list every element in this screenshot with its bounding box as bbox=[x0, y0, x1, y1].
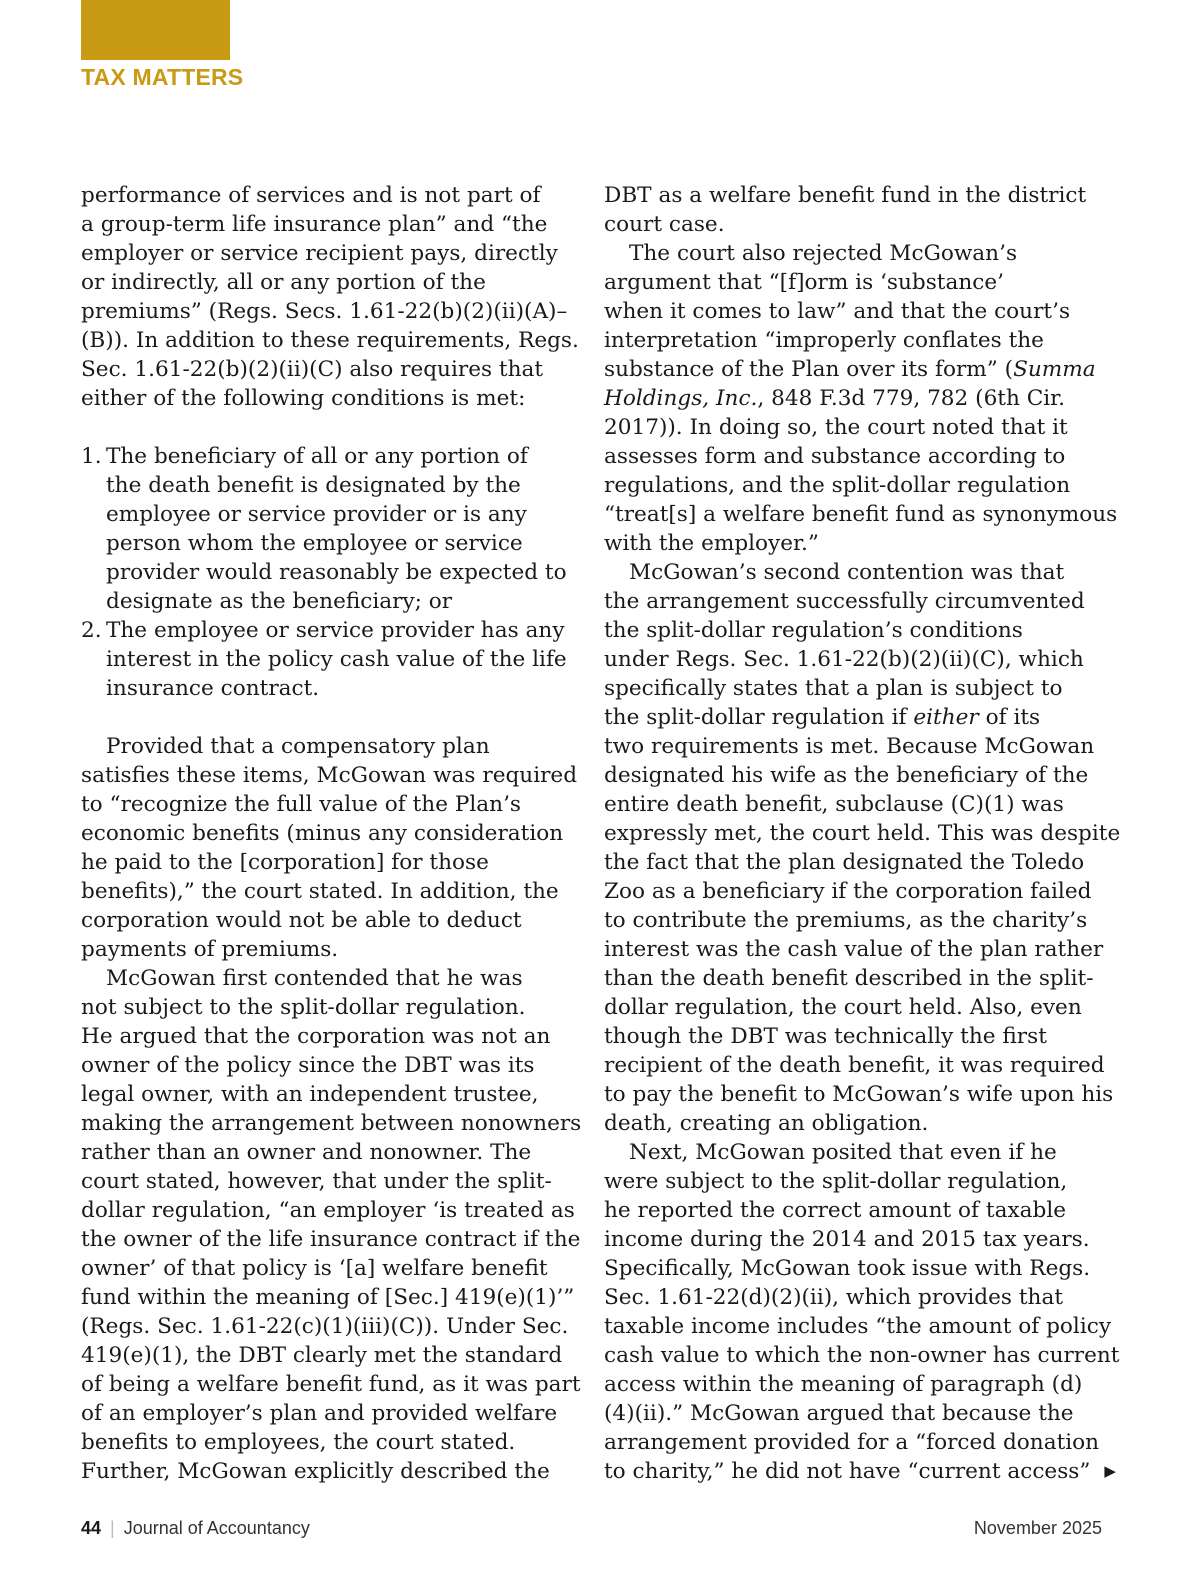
footer-separator: | bbox=[110, 1518, 115, 1538]
text-line: though the DBT was technically the first bbox=[604, 1024, 1047, 1049]
text-line: cash value to which the non-owner has current bbox=[604, 1343, 1120, 1368]
text-line: designate as the beneficiary; or bbox=[106, 589, 453, 614]
text-line: a group-term life insurance plan” and “the bbox=[81, 212, 548, 237]
list-number: 1. bbox=[81, 444, 102, 469]
text-line: recipient of the death benefit, it was required bbox=[604, 1053, 1105, 1078]
text-line: The employee or service provider has any bbox=[106, 618, 565, 643]
text-line: corporation would not be able to deduct bbox=[81, 908, 522, 933]
list-item bbox=[81, 616, 581, 703]
text-line: Zoo as a beneficiary if the corporation failed bbox=[604, 879, 1092, 904]
text-line: interest in the policy cash value of the life bbox=[106, 647, 567, 672]
text-line bbox=[604, 703, 1119, 732]
text-line: rather than an owner and nonowner. The bbox=[81, 1140, 532, 1165]
text-line: or indirectly, all or any portion of the bbox=[81, 270, 486, 295]
text-line: He argued that the corporation was not an bbox=[81, 1024, 551, 1049]
text-line: to “recognize the full value of the Plan’s bbox=[81, 792, 522, 817]
text-line: employer or service recipient pays, directly bbox=[81, 241, 558, 266]
text-line: were subject to the split-dollar regulation, bbox=[604, 1169, 1068, 1194]
publication-name: Journal of Accountancy bbox=[123, 1518, 310, 1538]
text-line: designated his wife as the beneficiary of the bbox=[604, 763, 1089, 788]
case-name-italic: Summa bbox=[1013, 357, 1096, 382]
text-line: with the employer.” bbox=[604, 531, 819, 556]
text-line: owner of the policy since the DBT was its bbox=[81, 1053, 535, 1078]
text-line: regulations, and the split-dollar regulation bbox=[604, 473, 1071, 498]
text-line: McGowan’s second contention was that bbox=[629, 560, 1065, 585]
text-line: fund within the meaning of [Sec.] 419(e)(1)’” bbox=[81, 1285, 575, 1310]
text-line: court case. bbox=[604, 212, 725, 237]
paragraph bbox=[604, 239, 1119, 558]
text-line: not subject to the split-dollar regulation. bbox=[81, 995, 526, 1020]
text-fragment: substance of the Plan over its form” ( bbox=[604, 357, 1014, 382]
list-item bbox=[81, 442, 581, 616]
issue-date: November 2025 bbox=[973, 1518, 1102, 1538]
text-line: (B)). In addition to these requirements, Regs. bbox=[81, 328, 579, 353]
text-line: 2017)). In doing so, the court noted that it bbox=[604, 415, 1068, 440]
text-line: when it comes to law” and that the court’s bbox=[604, 299, 1071, 324]
text-line: “treat[s] a welfare benefit fund as synonymous bbox=[604, 502, 1118, 527]
text-line: to contribute the premiums, as the charity’s bbox=[604, 908, 1088, 933]
paragraph bbox=[604, 181, 1119, 239]
text-line: The court also rejected McGowan’s bbox=[629, 241, 1018, 266]
paragraph bbox=[81, 732, 581, 964]
text-line: employee or service provider or is any bbox=[106, 502, 527, 527]
text-line: arrangement provided for a “forced donation bbox=[604, 1430, 1100, 1455]
text-line: expressly met, the court held. This was despite bbox=[604, 821, 1121, 846]
page-number: 44 bbox=[81, 1518, 102, 1538]
left-column bbox=[81, 181, 581, 1486]
text-line: the death benefit is designated by the bbox=[106, 473, 521, 498]
text-line: than the death benefit described in the split- bbox=[604, 966, 1094, 991]
text-fragment: the split-dollar regulation if bbox=[604, 705, 914, 730]
text-line: benefits to employees, the court stated. bbox=[81, 1430, 516, 1455]
text-line: to pay the benefit to McGowan’s wife upon his bbox=[604, 1082, 1114, 1107]
text-line: (Regs. Sec. 1.61-22(c)(1)(iii)(C)). Under Sec. bbox=[81, 1314, 569, 1339]
text-line: Next, McGowan posited that even if he bbox=[629, 1140, 1057, 1165]
text-line: 419(e)(1), the DBT clearly met the standard bbox=[81, 1343, 563, 1368]
paragraph bbox=[604, 1138, 1119, 1486]
text-line: insurance contract. bbox=[106, 676, 320, 701]
text-line: provider would reasonably be expected to bbox=[106, 560, 567, 585]
text-line bbox=[604, 384, 1119, 413]
emphasis-italic: either bbox=[913, 705, 979, 730]
text-line: the split-dollar regulation’s conditions bbox=[604, 618, 1023, 643]
text-line: McGowan first contended that he was bbox=[106, 966, 523, 991]
text-line: payments of premiums. bbox=[81, 937, 339, 962]
text-line: dollar regulation, “an employer ‘is treated as bbox=[81, 1198, 575, 1223]
text-line: he reported the correct amount of taxable bbox=[604, 1198, 1066, 1223]
section-color-bar bbox=[81, 0, 230, 60]
text-line: owner’ of that policy is ‘[a] welfare benefit bbox=[81, 1256, 548, 1281]
text-line: making the arrangement between nonowners bbox=[81, 1111, 582, 1136]
text-line: the arrangement successfully circumvented bbox=[604, 589, 1085, 614]
text-line: Further, McGowan explicitly described the bbox=[81, 1459, 550, 1484]
text-line: person whom the employee or service bbox=[106, 531, 523, 556]
text-line: of an employer’s plan and provided welfare bbox=[81, 1401, 558, 1426]
case-name-italic: Holdings, Inc. bbox=[604, 386, 758, 411]
text-line: Specifically, McGowan took issue with Regs. bbox=[604, 1256, 1091, 1281]
text-line: Sec. 1.61-22(b)(2)(ii)(C) also requires that bbox=[81, 357, 544, 382]
paragraph bbox=[81, 181, 581, 413]
list-number: 2. bbox=[81, 618, 102, 643]
text-line: performance of services and is not part of bbox=[81, 183, 541, 208]
text-line: death, creating an obligation. bbox=[604, 1111, 929, 1136]
text-line: the fact that the plan designated the Toledo bbox=[604, 850, 1085, 875]
text-line: satisfies these items, McGowan was required bbox=[81, 763, 578, 788]
numbered-list bbox=[81, 442, 581, 703]
text-line: premiums” (Regs. Secs. 1.61-22(b)(2)(ii)(A)– bbox=[81, 299, 568, 324]
text-line: benefits),” the court stated. In addition, the bbox=[81, 879, 559, 904]
footer-left bbox=[81, 1518, 310, 1539]
text-line: argument that “[f]orm is ‘substance’ bbox=[604, 270, 1004, 295]
text-line: income during the 2014 and 2015 tax years. bbox=[604, 1227, 1090, 1252]
text-fragment: of its bbox=[978, 705, 1041, 730]
continue-arrow-icon: ▶ bbox=[1104, 1462, 1116, 1480]
text-line: (4)(ii).” McGowan argued that because the bbox=[604, 1401, 1074, 1426]
text-line: he paid to the [corporation] for those bbox=[81, 850, 489, 875]
text-fragment: , 848 F.3d 779, 782 (6th Cir. bbox=[757, 386, 1065, 411]
text-line: two requirements is met. Because McGowan bbox=[604, 734, 1095, 759]
text-line: under Regs. Sec. 1.61-22(b)(2)(ii)(C), which bbox=[604, 647, 1084, 672]
text-line: court stated, however, that under the split- bbox=[81, 1169, 552, 1194]
paragraph bbox=[81, 964, 581, 1486]
text-line: legal owner, with an independent trustee, bbox=[81, 1082, 539, 1107]
text-line: assesses form and substance according to bbox=[604, 444, 1066, 469]
text-line: Provided that a compensatory plan bbox=[106, 734, 490, 759]
text-line: economic benefits (minus any consideration bbox=[81, 821, 564, 846]
text-fragment: to charity,” he did not have “current access” bbox=[604, 1459, 1091, 1484]
text-line: the owner of the life insurance contract if the bbox=[81, 1227, 581, 1252]
text-line: Sec. 1.61-22(d)(2)(ii), which provides that bbox=[604, 1285, 1063, 1310]
text-line: specifically states that a plan is subject to bbox=[604, 676, 1063, 701]
text-line: interpretation “improperly conflates the bbox=[604, 328, 1044, 353]
text-line bbox=[604, 1457, 1119, 1486]
right-column bbox=[604, 181, 1119, 1486]
text-line: interest was the cash value of the plan rather bbox=[604, 937, 1104, 962]
text-line: dollar regulation, the court held. Also, even bbox=[604, 995, 1082, 1020]
text-line: entire death benefit, subclause (C)(1) was bbox=[604, 792, 1064, 817]
text-line: DBT as a welfare benefit fund in the district bbox=[604, 183, 1087, 208]
text-line bbox=[604, 355, 1119, 384]
text-line: either of the following conditions is met: bbox=[81, 386, 526, 411]
text-line: taxable income includes “the amount of policy bbox=[604, 1314, 1112, 1339]
text-line: of being a welfare benefit fund, as it was part bbox=[81, 1372, 581, 1397]
text-line: The beneficiary of all or any portion of bbox=[106, 444, 528, 469]
section-label: TAX MATTERS bbox=[81, 64, 244, 90]
text-line: access within the meaning of paragraph (d) bbox=[604, 1372, 1083, 1397]
paragraph bbox=[604, 558, 1119, 1138]
